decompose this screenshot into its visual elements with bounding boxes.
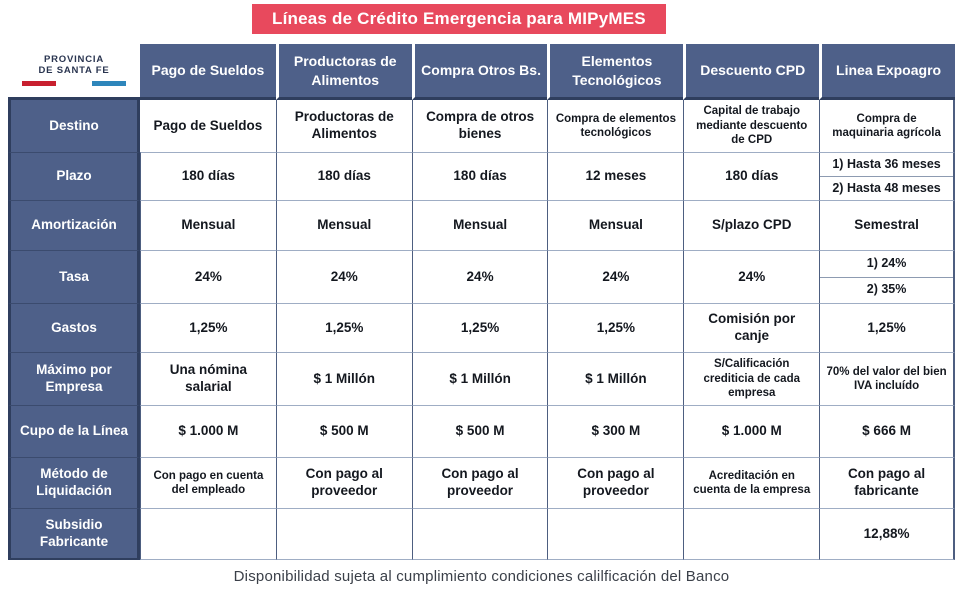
provincia-santa-fe-logo: [22, 55, 126, 87]
table-cell-plazo-linea-expoagro: [819, 152, 955, 200]
table-cell-subsidio-fabricante-elementos-tecnologicos: [547, 508, 683, 560]
table-cell-tasa-elementos-tecnologicos: 24%: [547, 250, 683, 303]
flag-bars: [22, 81, 126, 86]
table-cell-plazo-pago-de-sueldos: 180 días: [140, 152, 276, 200]
flag-bar-red: [22, 81, 56, 86]
table-cell-maximo-por-empresa-pago-de-sueldos: Una nómina salarial: [140, 352, 276, 405]
table-cell-gastos-pago-de-sueldos: 1,25%: [140, 303, 276, 352]
table-cell-tasa-productoras-de-alimentos: 24%: [276, 250, 412, 303]
table-cell-metodo-de-liquidacion-elementos-tecnologicos: Con pago al proveedor: [547, 457, 683, 508]
row-header-cupo-de-la-linea: Cupo de la Línea: [8, 405, 140, 457]
table-cell-cupo-de-la-linea-compra-otros-bs: $ 500 M: [412, 405, 548, 457]
logo-line-1: PROVINCIA: [44, 53, 104, 65]
table-cell-amortizacion-productoras-de-alimentos: Mensual: [276, 200, 412, 250]
table-cell-plazo-compra-otros-bs: 180 días: [412, 152, 548, 200]
flag-bar-blue: [92, 81, 126, 86]
split-option: 2) Hasta 48 meses: [820, 176, 953, 200]
row-header-maximo-por-empresa: Máximo por Empresa: [8, 352, 140, 405]
table-cell-maximo-por-empresa-elementos-tecnologicos: $ 1 Millón: [547, 352, 683, 405]
column-header-elementos-tecnologicos: Elementos Tecnológicos: [547, 44, 683, 100]
table-cell-cupo-de-la-linea-productoras-de-alimentos: $ 500 M: [276, 405, 412, 457]
table-cell-maximo-por-empresa-compra-otros-bs: $ 1 Millón: [412, 352, 548, 405]
table-cell-maximo-por-empresa-descuento-cpd: S/Calificación crediticia de cada empresa: [683, 352, 819, 405]
table-cell-gastos-productoras-de-alimentos: 1,25%: [276, 303, 412, 352]
table-cell-tasa-pago-de-sueldos: 24%: [140, 250, 276, 303]
split-option: 1) Hasta 36 meses: [832, 156, 941, 171]
table-cell-amortizacion-compra-otros-bs: Mensual: [412, 200, 548, 250]
table-cell-plazo-elementos-tecnologicos: 12 meses: [547, 152, 683, 200]
row-header-gastos: Gastos: [8, 303, 140, 352]
table-cell-gastos-descuento-cpd: Comisión por canje: [683, 303, 819, 352]
table-cell-maximo-por-empresa-productoras-de-alimentos: $ 1 Millón: [276, 352, 412, 405]
split-option: 1) 24%: [866, 255, 907, 270]
credit-lines-table: [8, 44, 955, 560]
table-cell-metodo-de-liquidacion-linea-expoagro: Con pago al fabricante: [819, 457, 955, 508]
row-header-destino: Destino: [8, 100, 140, 152]
table-cell-destino-pago-de-sueldos: Pago de Sueldos: [140, 100, 276, 152]
table-cell-subsidio-fabricante-linea-expoagro: 12,88%: [819, 508, 955, 560]
page-title: Líneas de Crédito Emergencia para MIPyMES: [272, 9, 646, 28]
table-cell-tasa-descuento-cpd: 24%: [683, 250, 819, 303]
table-cell-cupo-de-la-linea-linea-expoagro: $ 666 M: [819, 405, 955, 457]
row-header-plazo: Plazo: [8, 152, 140, 200]
logo-line-2: DE SANTA FE: [38, 64, 110, 76]
availability-footnote: Disponibilidad sujeta al cumplimiento condiciones calilficación del Banco: [233, 568, 730, 585]
split-option: 2) 35%: [820, 277, 953, 304]
table-cell-cupo-de-la-linea-elementos-tecnologicos: $ 300 M: [547, 405, 683, 457]
table-cell-gastos-compra-otros-bs: 1,25%: [412, 303, 548, 352]
title-banner: [252, 4, 666, 34]
table-cell-destino-productoras-de-alimentos: Productoras de Alimentos: [276, 100, 412, 152]
table-cell-cupo-de-la-linea-pago-de-sueldos: $ 1.000 M: [140, 405, 276, 457]
column-header-pago-de-sueldos: Pago de Sueldos: [140, 44, 276, 100]
table-cell-subsidio-fabricante-pago-de-sueldos: [140, 508, 276, 560]
table-cell-cupo-de-la-linea-descuento-cpd: $ 1.000 M: [683, 405, 819, 457]
table-cell-metodo-de-liquidacion-pago-de-sueldos: Con pago en cuenta del empleado: [140, 457, 276, 508]
table-cell-amortizacion-linea-expoagro: Semestral: [819, 200, 955, 250]
column-header-descuento-cpd: Descuento CPD: [683, 44, 819, 100]
table-cell-plazo-productoras-de-alimentos: 180 días: [276, 152, 412, 200]
row-header-amortizacion: Amortización: [8, 200, 140, 250]
column-header-linea-expoagro: Linea Expoagro: [819, 44, 955, 100]
row-header-metodo-de-liquidacion: Método de Liquidación: [8, 457, 140, 508]
table-cell-destino-elementos-tecnologicos: Compra de elementos tecnológicos: [547, 100, 683, 152]
table-cell-subsidio-fabricante-descuento-cpd: [683, 508, 819, 560]
row-header-tasa: Tasa: [8, 250, 140, 303]
table-cell-subsidio-fabricante-productoras-de-alimentos: [276, 508, 412, 560]
table-cell-destino-descuento-cpd: Capital de trabajo mediante descuento de CPD: [683, 100, 819, 152]
table-cell-plazo-descuento-cpd: 180 días: [683, 152, 819, 200]
table-cell-metodo-de-liquidacion-compra-otros-bs: Con pago al proveedor: [412, 457, 548, 508]
table-cell-gastos-elementos-tecnologicos: 1,25%: [547, 303, 683, 352]
table-cell-maximo-por-empresa-linea-expoagro: 70% del valor del bien IVA incluído: [819, 352, 955, 405]
table-cell-tasa-compra-otros-bs: 24%: [412, 250, 548, 303]
column-header-compra-otros-bs: Compra Otros Bs.: [412, 44, 548, 100]
table-cell-amortizacion-elementos-tecnologicos: Mensual: [547, 200, 683, 250]
table-cell-metodo-de-liquidacion-productoras-de-alimentos: Con pago al proveedor: [276, 457, 412, 508]
table-cell-amortizacion-descuento-cpd: S/plazo CPD: [683, 200, 819, 250]
table-cell-destino-linea-expoagro: Compra de maquinaria agrícola: [819, 100, 955, 152]
table-cell-subsidio-fabricante-compra-otros-bs: [412, 508, 548, 560]
table-cell-tasa-linea-expoagro: [819, 250, 955, 303]
table-cell-amortizacion-pago-de-sueldos: Mensual: [140, 200, 276, 250]
table-cell-metodo-de-liquidacion-descuento-cpd: Acreditación en cuenta de la empresa: [683, 457, 819, 508]
row-header-subsidio-fabricante: Subsidio Fabricante: [8, 508, 140, 560]
logo-cell: [8, 44, 140, 100]
column-header-productoras-de-alimentos: Productoras de Alimentos: [276, 44, 412, 100]
table-cell-destino-compra-otros-bs: Compra de otros bienes: [412, 100, 548, 152]
table-cell-gastos-linea-expoagro: 1,25%: [819, 303, 955, 352]
